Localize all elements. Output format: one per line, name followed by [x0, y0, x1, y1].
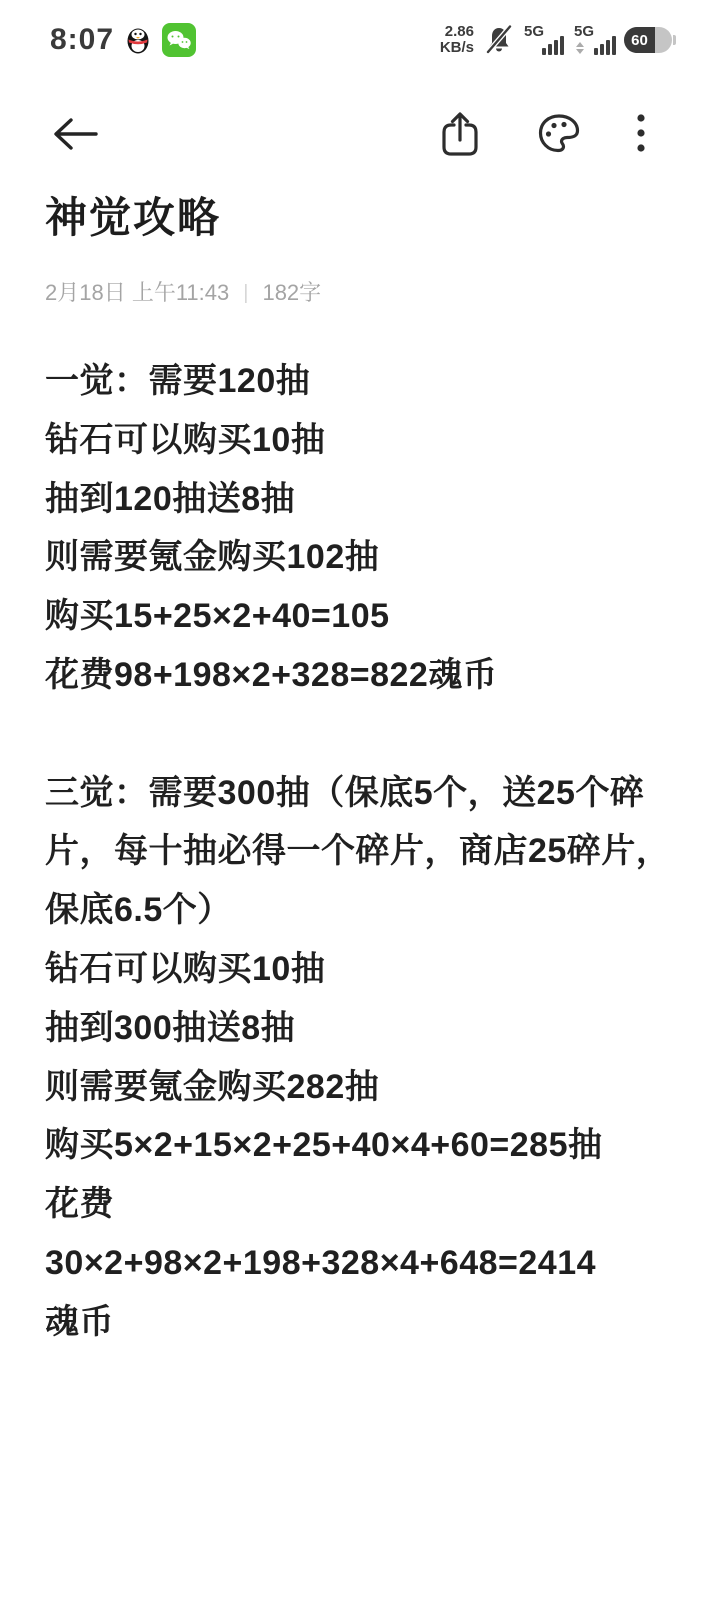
sim2-signal-icon: 5G — [574, 23, 614, 57]
note-line: 则需要氪金购买282抽 — [45, 1067, 380, 1106]
theme-palette-button[interactable] — [536, 113, 582, 155]
back-button[interactable] — [50, 114, 100, 154]
share-button[interactable] — [438, 110, 482, 158]
bell-muted-icon — [484, 24, 514, 56]
note-line: 则需要氪金购买102抽 — [45, 538, 380, 577]
status-bar — [0, 0, 720, 70]
note-line: 花费 — [45, 1185, 114, 1224]
meta-divider: | — [243, 282, 249, 304]
wechat-icon — [162, 23, 196, 57]
sim1-signal-icon: 5G — [524, 23, 564, 57]
note-line: 抽到300抽送8抽 — [45, 1008, 296, 1047]
note-line: 购买15+25×2+40=105 — [45, 597, 390, 636]
battery-percent: 60 — [631, 31, 648, 49]
note-body-editor[interactable] — [45, 352, 675, 1352]
note-line: 保底6.5个） — [45, 891, 232, 930]
note-line: 购买5×2+15×2+25+40×4+60=285抽 — [45, 1126, 603, 1165]
note-meta — [45, 278, 675, 308]
note-line: 片，每十抽必得一个碎片，商店25碎片， — [45, 832, 671, 871]
battery-icon — [624, 27, 676, 53]
note-line: 一觉：需要120抽 — [45, 362, 311, 400]
note-line: 三觉：需要300抽（保底5个，送25个碎 — [45, 773, 645, 812]
clock: 8:07 — [50, 23, 115, 56]
note-line: 花费98+198×2+328=822魂币 — [45, 655, 498, 694]
note-title: 神觉攻略 — [45, 194, 222, 241]
note-toolbar — [0, 106, 720, 162]
note-datetime: 2月18日 上午11:43 — [45, 280, 230, 305]
note-word-count: 182字 — [262, 280, 322, 305]
note-line: 魂币 — [45, 1302, 114, 1341]
note-line: 抽到120抽送8抽 — [45, 479, 296, 518]
note-line: 30×2+98×2+198+328×4+648=2414 — [45, 1243, 597, 1282]
network-speed: 2.86 KB/s — [439, 23, 474, 56]
qq-icon — [126, 26, 150, 54]
overflow-menu-button[interactable] — [636, 112, 646, 156]
note-line: 钻石可以购买10抽 — [45, 420, 326, 459]
note-line-blank — [45, 705, 675, 764]
note-line: 钻石可以购买10抽 — [45, 949, 326, 988]
